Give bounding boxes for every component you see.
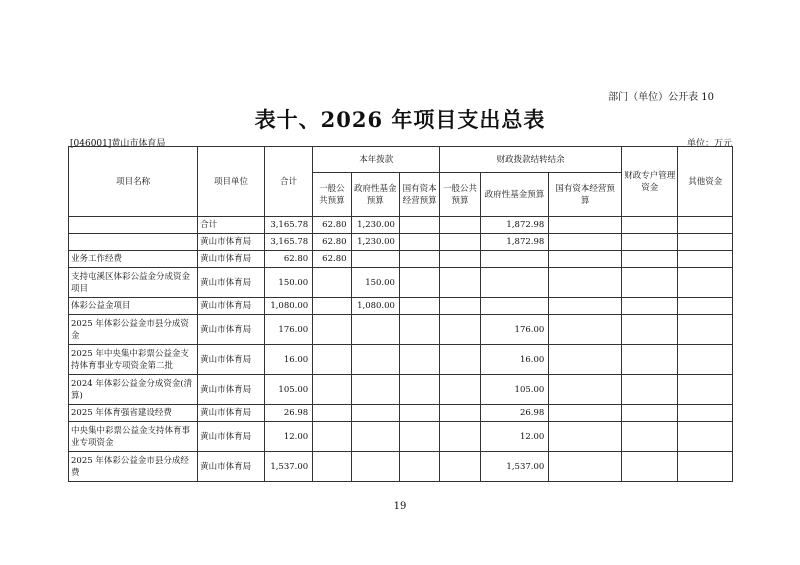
cell-special [621, 345, 678, 375]
cell-total: 150.00 [264, 268, 312, 298]
cell-other [678, 268, 733, 298]
table-row [69, 217, 733, 234]
cell-total: 1,537.00 [264, 452, 312, 482]
cell-unit: 黄山市体育局 [198, 452, 265, 482]
cell-c-state [549, 217, 622, 234]
cell-special [621, 452, 678, 482]
header-current-year: 本年拨款 [313, 147, 440, 173]
header-state-capital-budget: 国有资本经营预算 [399, 173, 439, 217]
cell-name: 2025 年体育强省建设经费 [69, 405, 198, 422]
cell-c-state [549, 251, 622, 268]
cell-gov [351, 315, 399, 345]
header-carry-gov-fund: 政府性基金预算 [480, 173, 549, 217]
cell-gov [351, 345, 399, 375]
cell-total: 62.80 [264, 251, 312, 268]
cell-special [621, 217, 678, 234]
cell-gov [351, 422, 399, 452]
cell-special [621, 251, 678, 268]
header-other-fund: 其他资金 [678, 147, 733, 217]
cell-name: 支持屯溪区体彩公益金分成资金项目 [69, 268, 198, 298]
cell-name: 体彩公益金项目 [69, 298, 198, 315]
cell-state [399, 345, 439, 375]
cell-other [678, 217, 733, 234]
cell-gen: 62.80 [313, 251, 351, 268]
header-project-unit: 项目单位 [198, 147, 265, 217]
cell-gen [313, 268, 351, 298]
table-row [69, 234, 733, 251]
table-row [69, 298, 733, 315]
table-row [69, 452, 733, 482]
cell-gov [351, 452, 399, 482]
cell-special [621, 422, 678, 452]
cell-other [678, 375, 733, 405]
table-row [69, 251, 733, 268]
cell-c-gen [440, 315, 480, 345]
cell-c-state [549, 375, 622, 405]
cell-unit: 黄山市体育局 [198, 234, 265, 251]
cell-c-gov [480, 268, 549, 298]
cell-gov [351, 405, 399, 422]
header-carry-general: 一般公共预算 [440, 173, 480, 217]
cell-gov: 150.00 [351, 268, 399, 298]
cell-name: 2025 年中央集中彩票公益金支持体育事业专项资金第二批 [69, 345, 198, 375]
cell-total: 3,165.78 [264, 234, 312, 251]
cell-unit: 黄山市体育局 [198, 251, 265, 268]
cell-other [678, 234, 733, 251]
cell-gen: 62.80 [313, 234, 351, 251]
header-total: 合计 [264, 147, 312, 217]
cell-gen [313, 452, 351, 482]
cell-c-gov: 1,872.98 [480, 234, 549, 251]
cell-c-gen [440, 251, 480, 268]
cell-c-gen [440, 405, 480, 422]
cell-state [399, 217, 439, 234]
page-number: 19 [393, 501, 407, 512]
cell-unit: 黄山市体育局 [198, 345, 265, 375]
header-carryover: 财政拨款结转结余 [440, 147, 622, 173]
cell-other [678, 422, 733, 452]
cell-c-gov: 26.98 [480, 405, 549, 422]
cell-c-gen [440, 345, 480, 375]
cell-gov: 1,080.00 [351, 298, 399, 315]
table-row [69, 345, 733, 375]
cell-state [399, 251, 439, 268]
cell-c-gov: 16.00 [480, 345, 549, 375]
cell-c-state [549, 422, 622, 452]
cell-name [69, 234, 198, 251]
cell-total: 176.00 [264, 315, 312, 345]
cell-c-gov: 105.00 [480, 375, 549, 405]
header-special-fund: 财政专户管理资金 [621, 147, 678, 217]
cell-gen [313, 298, 351, 315]
cell-c-state [549, 234, 622, 251]
cell-unit: 黄山市体育局 [198, 405, 265, 422]
cell-c-gov: 1,872.98 [480, 217, 549, 234]
cell-gen: 62.80 [313, 217, 351, 234]
cell-gov: 1,230.00 [351, 234, 399, 251]
cell-unit: 黄山市体育局 [198, 298, 265, 315]
cell-c-gen [440, 298, 480, 315]
cell-special [621, 375, 678, 405]
cell-total: 3,165.78 [264, 217, 312, 234]
cell-state [399, 298, 439, 315]
cell-gen [313, 375, 351, 405]
cell-state [399, 234, 439, 251]
header-general-budget: 一般公共预算 [313, 173, 351, 217]
cell-name [69, 217, 198, 234]
cell-total: 105.00 [264, 375, 312, 405]
cell-unit: 合计 [198, 217, 265, 234]
table-row [69, 268, 733, 298]
cell-name: 中央集中彩票公益金支持体育事业专项资金 [69, 422, 198, 452]
cell-special [621, 234, 678, 251]
currency-unit: 单位：万元 [686, 139, 732, 149]
cell-c-gen [440, 452, 480, 482]
cell-state [399, 315, 439, 345]
cell-state [399, 422, 439, 452]
project-expenditure-table [68, 146, 733, 482]
cell-c-state [549, 268, 622, 298]
header-carry-state-capital: 国有资本经营预算 [549, 173, 622, 217]
header-project-name: 项目名称 [69, 147, 198, 217]
cell-c-gen [440, 375, 480, 405]
table-row [69, 315, 733, 345]
cell-state [399, 268, 439, 298]
cell-state [399, 375, 439, 405]
department-code: [046001]黄山市体育局 [70, 139, 166, 149]
cell-name: 2024 年体彩公益金分成资金(清算) [69, 375, 198, 405]
cell-c-state [549, 405, 622, 422]
cell-total: 16.00 [264, 345, 312, 375]
cell-c-gen [440, 217, 480, 234]
cell-c-state [549, 298, 622, 315]
header-gov-fund-budget: 政府性基金预算 [351, 173, 399, 217]
form-number: 部门（单位）公开表 10 [608, 92, 714, 103]
cell-c-gen [440, 234, 480, 251]
cell-c-gen [440, 268, 480, 298]
cell-c-state [549, 315, 622, 345]
cell-c-gov [480, 251, 549, 268]
cell-special [621, 298, 678, 315]
table-row [69, 375, 733, 405]
cell-unit: 黄山市体育局 [198, 422, 265, 452]
cell-name: 业务工作经费 [69, 251, 198, 268]
cell-special [621, 315, 678, 345]
cell-c-state [549, 452, 622, 482]
cell-name: 2025 年体彩公益金市县分成资金 [69, 315, 198, 345]
cell-c-gen [440, 422, 480, 452]
cell-gov: 1,230.00 [351, 217, 399, 234]
cell-unit: 黄山市体育局 [198, 268, 265, 298]
cell-other [678, 405, 733, 422]
cell-state [399, 452, 439, 482]
cell-unit: 黄山市体育局 [198, 315, 265, 345]
cell-gen [313, 315, 351, 345]
cell-gen [313, 405, 351, 422]
cell-c-gov: 1,537.00 [480, 452, 549, 482]
cell-total: 1,080.00 [264, 298, 312, 315]
cell-other [678, 251, 733, 268]
cell-other [678, 298, 733, 315]
cell-gen [313, 422, 351, 452]
cell-unit: 黄山市体育局 [198, 375, 265, 405]
cell-c-gov: 12.00 [480, 422, 549, 452]
cell-total: 26.98 [264, 405, 312, 422]
cell-gov [351, 375, 399, 405]
cell-gov [351, 251, 399, 268]
cell-other [678, 315, 733, 345]
table-row [69, 405, 733, 422]
cell-special [621, 405, 678, 422]
cell-other [678, 345, 733, 375]
cell-special [621, 268, 678, 298]
cell-state [399, 405, 439, 422]
page-title: 表十、2026 年项目支出总表 [254, 107, 546, 132]
cell-c-state [549, 345, 622, 375]
cell-other [678, 452, 733, 482]
table-row [69, 422, 733, 452]
cell-gen [313, 345, 351, 375]
cell-name: 2025 年体彩公益金市县分成经费 [69, 452, 198, 482]
cell-c-gov [480, 298, 549, 315]
cell-c-gov: 176.00 [480, 315, 549, 345]
cell-total: 12.00 [264, 422, 312, 452]
